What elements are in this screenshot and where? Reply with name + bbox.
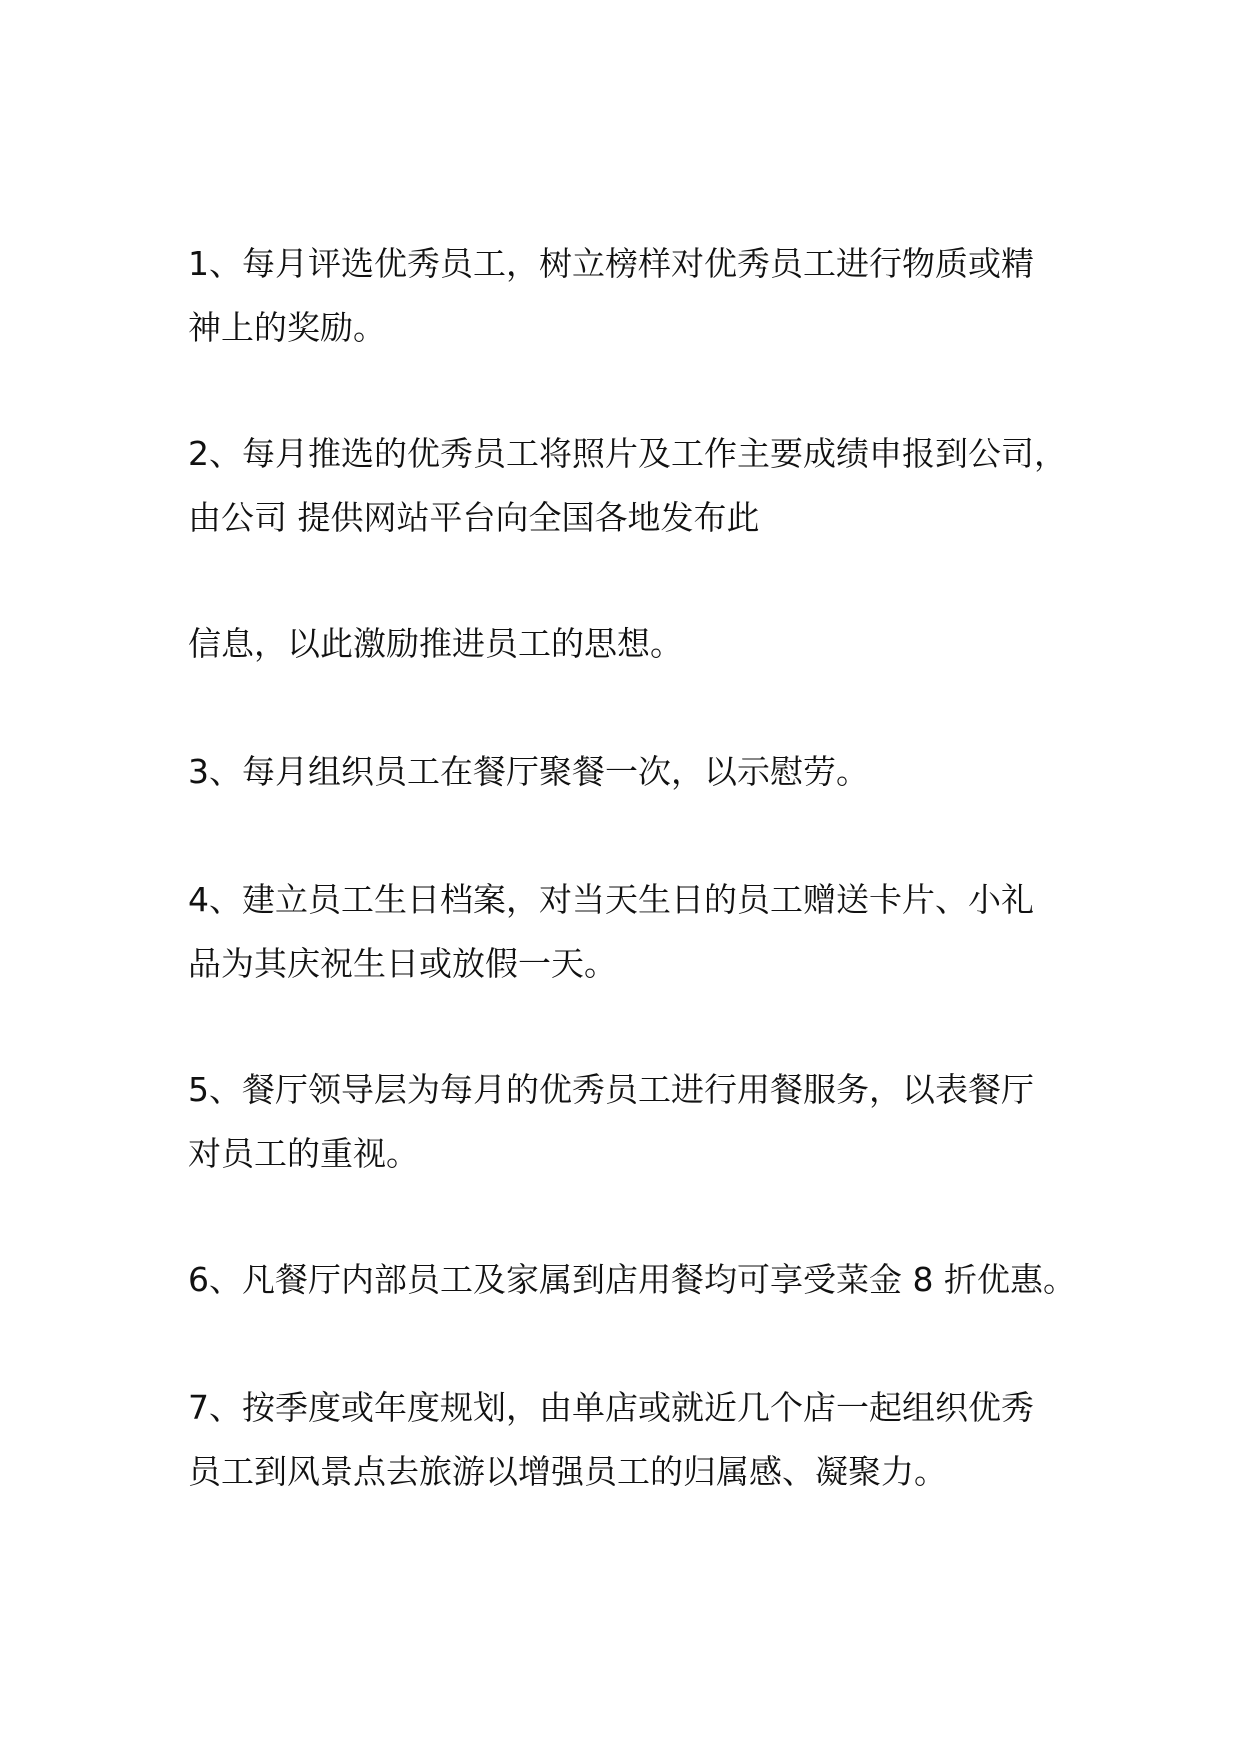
paragraph-line: 5、餐厅领导层为每月的优秀员工进行用餐服务，以表餐厅 [188, 1070, 1034, 1109]
paragraph-item-5 [188, 1058, 1088, 1186]
paragraph-line: 6、凡餐厅内部员工及家属到店用餐均可享受菜金 8 折优惠。 [188, 1260, 1076, 1299]
paragraph-item-2-continued [188, 612, 1088, 676]
paragraph-line: 3、每月组织员工在餐厅聚餐一次，以示慰劳。 [188, 752, 869, 791]
paragraph-item-2 [188, 422, 1088, 550]
paragraph-line: 1、每月评选优秀员工，树立榜样对优秀员工进行物质或精 [188, 244, 1034, 283]
paragraph-line: 品为其庆祝生日或放假一天。 [188, 944, 617, 983]
paragraph-line: 员工到风景点去旅游以增强员工的归属感、凝聚力。 [188, 1452, 947, 1491]
paragraph-line: 对员工的重视。 [188, 1134, 419, 1173]
paragraph-line: 由公司 提供网站平台向全国各地发布此 [188, 498, 760, 537]
paragraph-line: 神上的奖励。 [188, 308, 386, 347]
paragraph-item-7 [188, 1376, 1088, 1504]
paragraph-line: 2、每月推选的优秀员工将照片及工作主要成绩申报到公司， [188, 434, 1067, 473]
paragraph-item-6 [188, 1248, 1088, 1312]
paragraph-item-1 [188, 232, 1088, 360]
paragraph-line: 7、按季度或年度规划，由单店或就近几个店一起组织优秀 [188, 1388, 1034, 1427]
paragraph-line: 4、建立员工生日档案，对当天生日的员工赠送卡片、小礼 [188, 880, 1034, 919]
paragraph-line: 信息，以此激励推进员工的思想。 [188, 624, 683, 663]
paragraph-item-3 [188, 740, 1088, 804]
paragraph-item-4 [188, 868, 1088, 996]
